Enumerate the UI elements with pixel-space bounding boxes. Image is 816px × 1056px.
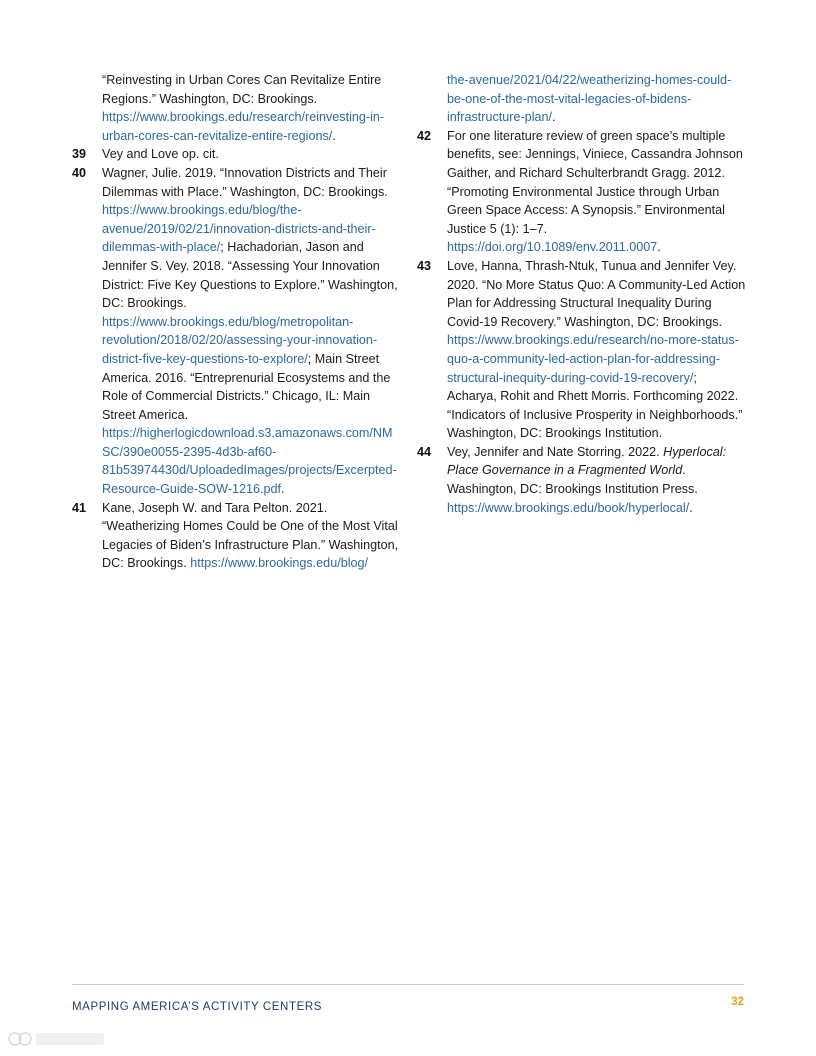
endnote-text <box>102 164 400 499</box>
endnote-number: 40 <box>72 165 87 180</box>
endnote-text-segment: Vey and Love op. cit. <box>102 147 219 162</box>
reference-link[interactable]: https://www.brookings.edu/book/hyperlocal/ <box>447 500 690 515</box>
title-italic: Hyperlocal: Place Governance in a Fragmented World <box>447 444 727 478</box>
endnote-number: 39 <box>72 147 87 162</box>
endnote-text-segment: . <box>332 128 336 143</box>
page-number: 32 <box>731 996 744 1008</box>
endnote-number: 41 <box>72 500 87 515</box>
endnote-41 <box>72 499 400 573</box>
endnote-text-segment: . <box>280 482 285 497</box>
endnote-text-segment: . Washington, DC: Brookings Institution Press. <box>447 463 698 497</box>
endnote-39 <box>72 145 400 164</box>
endnote-text <box>72 71 400 145</box>
reference-link[interactable]: the-avenue/2021/04/22/weatherizing-homes-could-be-one-of-the-most-vital-legacies-of-bidens-infrastructure-plan/ <box>447 73 732 125</box>
endnote-text-segment: Vey, Jennifer and Nate Storring. 2022. <box>447 444 664 459</box>
endnote-text-segment: . <box>689 500 693 515</box>
endnote-text-segment: For one literature review of green space’s multiple benefits, see: Jennings, Viniece, Cassandra Johnson Gaither, and Richard Schulterbrandt Gragg. 2012. “Promoting Environmental Justice through Urban Green Space Access: A Synopsis.” Environmental Justice 5 (1): 1–7. <box>447 128 743 236</box>
endnote-44 <box>417 443 747 517</box>
endnote-continuation <box>72 71 400 145</box>
endnote-text-segment: ; Hachadorian, Jason and Jennifer S. Vey. 2018. “Assessing Your Innovation District: Five Key Questions to Explore.” Washington, DC: Brookings. <box>102 240 398 311</box>
endnote-text-segment: ; Acharya, Rohit and Rhett Morris. Forthcoming 2022. “Indicators of Inclusive Prosperity in Neighborhoods.” Washington, DC: Brookings Institution. <box>447 370 743 441</box>
reference-link[interactable]: https://www.brookings.edu/blog/metropolitan-revolution/2018/02/20/assessing-your-innovation-district-five-key-questions-to-explore/ <box>102 314 378 366</box>
endnote-number: 42 <box>417 128 432 143</box>
endnote-text-segment: Wagner, Julie. 2019. “Innovation Districts and Their Dilemmas with Place.” Washington, DC: Brookings. <box>102 165 388 199</box>
endnote-text <box>417 71 747 127</box>
reference-link[interactable]: https://doi.org/10.1089/env.2011.0007 <box>447 240 658 255</box>
endnote-number: 44 <box>417 444 432 459</box>
endnote-text-segment: ; Main Street America. 2016. “Entreprenurial Ecosystems and the Role of Commercial Districts.” Chicago, IL: Main Street America. <box>102 351 391 422</box>
endnote-text-segment: Kane, Joseph W. and Tara Pelton. 2021. “Weatherizing Homes Could be One of the Most Vital Legacies of Biden’s Infrastructure Plan.” Washington, DC: Brookings. <box>102 500 399 571</box>
endnotes-right-column <box>417 71 747 517</box>
endnote-text-segment: . <box>657 240 661 255</box>
endnote-text <box>447 443 747 517</box>
reference-link[interactable]: https://www.brookings.edu/blog/ <box>190 556 369 571</box>
watermark-logo <box>6 1028 110 1050</box>
reference-link[interactable]: https://www.brookings.edu/blog/the-avenue/2019/02/21/innovation-districts-and-their-dilemmas-with-place/ <box>102 203 376 255</box>
footer-divider <box>72 984 744 985</box>
endnote-text <box>447 127 747 257</box>
endnote-text-segment: . <box>552 110 556 125</box>
endnote-text <box>102 145 400 164</box>
endnote-text-segment: “Reinvesting in Urban Cores Can Revitalize Entire Regions.” Washington, DC: Brookings. <box>102 73 382 106</box>
endnote-text-segment: Love, Hanna, Thrash-Ntuk, Tunua and Jennifer Vey. 2020. “No More Status Quo: A Community-Led Action Plan for Addressing Structural Inequality During Covid-19 Recovery.” Washington, DC: Brookings. <box>447 258 746 329</box>
endnote-number: 43 <box>417 258 432 273</box>
endnote-continuation <box>417 71 747 127</box>
endnote-42 <box>417 127 747 257</box>
endnote-40 <box>72 164 400 499</box>
endnotes-left-column <box>72 71 400 573</box>
endnote-43 <box>417 257 747 443</box>
footer-title: MAPPING AMERICA’S ACTIVITY CENTERS <box>72 1001 323 1013</box>
reference-link[interactable]: https://www.brookings.edu/research/no-more-status-quo-a-community-led-action-plan-for-addressing-structural-inequity-during-covid-19-recovery/ <box>447 333 739 385</box>
endnote-text <box>102 499 400 573</box>
reference-link[interactable]: https://www.brookings.edu/research/reinvesting-in-urban-cores-can-revitalize-entire-regions/ <box>102 110 385 143</box>
reference-link[interactable]: https://higherlogicdownload.s3.amazonaws.com/NMSC/390e0055-2395-4d3b-af60-81b53974430d/UploadedImages/projects/Excerpted-Resource-Guide-SOW-1216.pdf <box>102 426 397 497</box>
endnote-text <box>447 257 747 443</box>
